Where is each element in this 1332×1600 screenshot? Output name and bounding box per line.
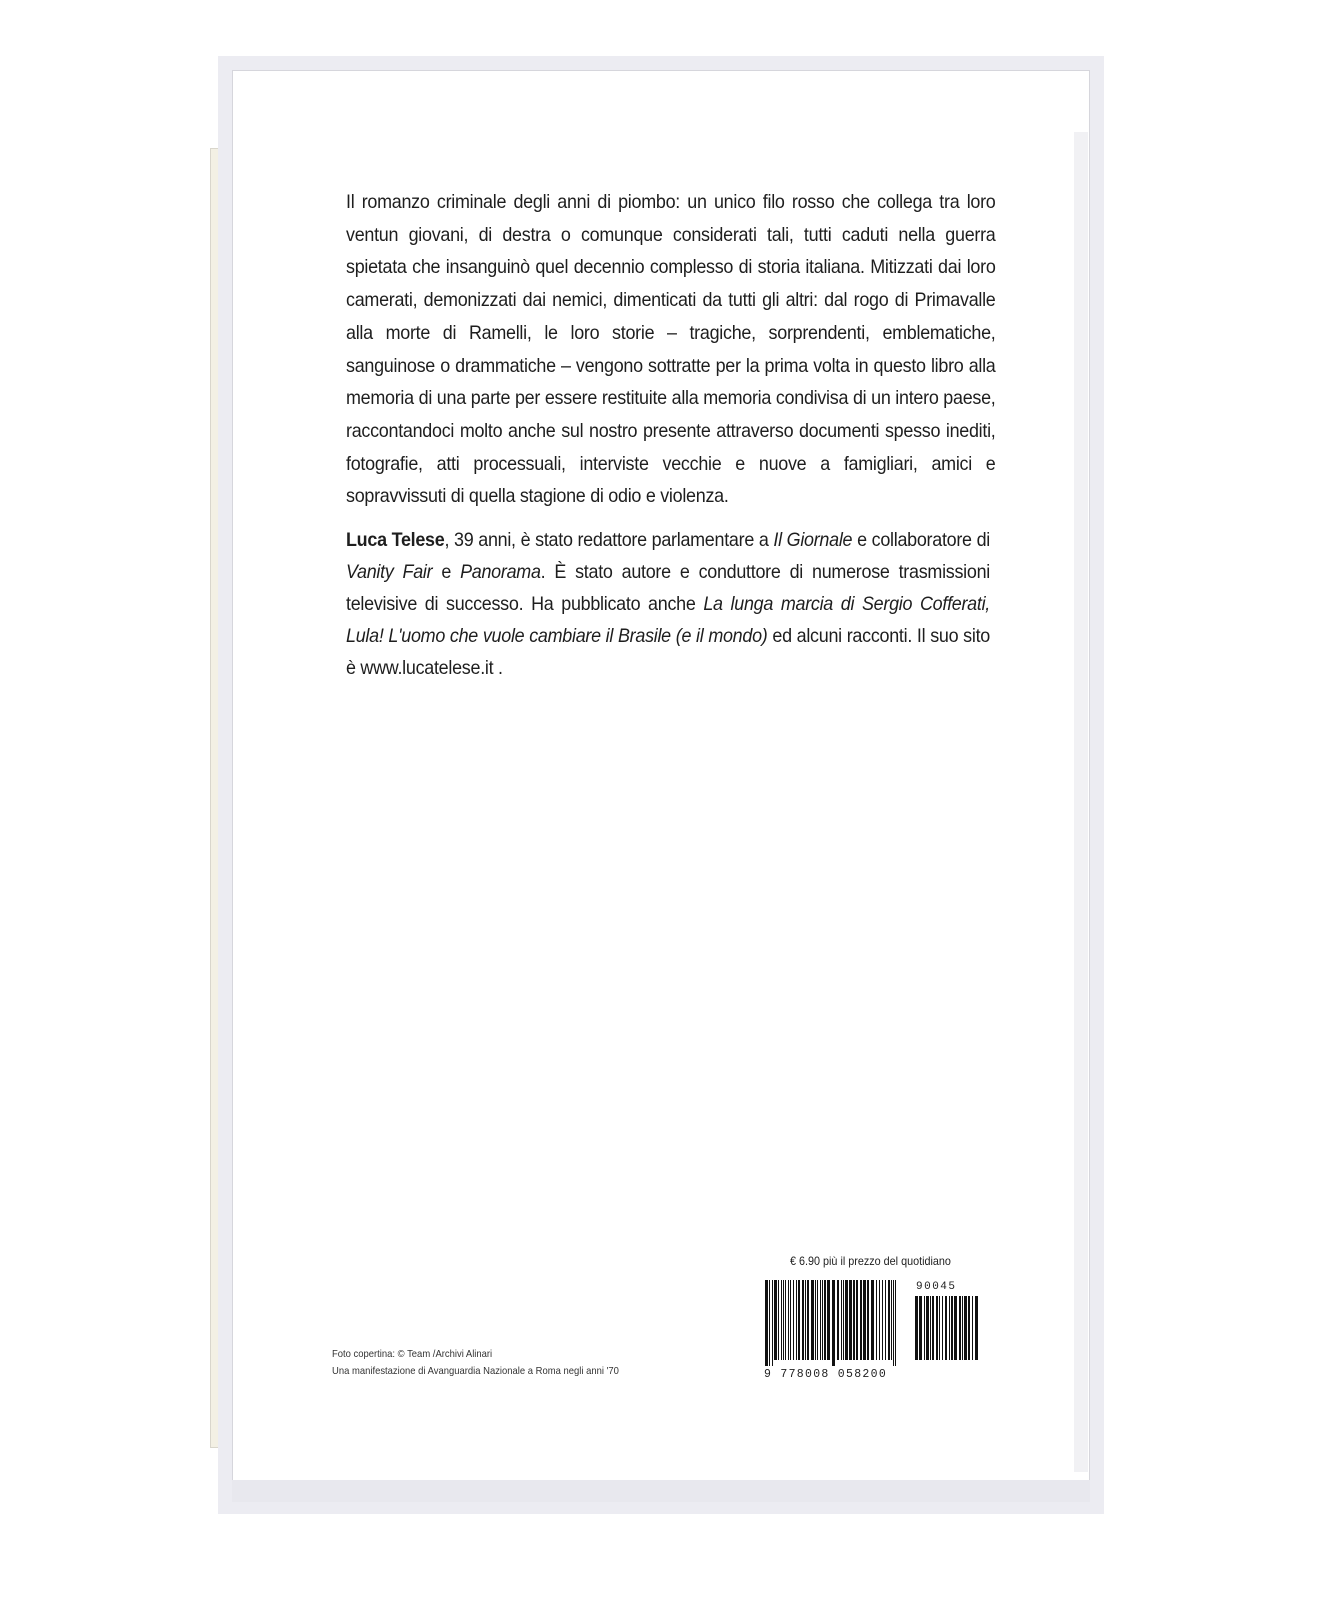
photo-credits [332, 1346, 619, 1380]
barcode-main [764, 1280, 898, 1366]
book-blurb: Il romanzo criminale degli anni di piombo: un unico filo rosso che collega tra loro ventun giovani, di destra o comunque considerati tali, tutti caduti nella guerra spietata che insanguinò quel decennio complesso di storia italiana. Mitizzati dai loro camerati, demonizzati dai nemici, dimenticati da tutti gli altri: dal rogo di Primavalle alla morte di Ramelli, le loro storie – tragiche, sorprendenti, emblematiche, sanguinose o drammatiche – vengono sottratte per la prima volta in questo libro alla memoria di una parte per essere restituite alla memoria condivisa di un intero paese, raccontandoci molto anche sul nostro presente attraverso documenti spesso inediti, fotografie, atti processuali, interviste vecchie e nuove a famigliari, amici e sopravvissuti di quella stagione di odio e violenza. [346, 191, 996, 508]
barcode-addon-digits: 90045 [916, 1281, 957, 1293]
cover-right-edge [1074, 132, 1088, 1472]
price-label: € 6.90 più il prezzo del quotidiano [790, 1254, 951, 1268]
author-bio-italic-2: Vanity Fair [346, 561, 433, 583]
photo-caption-line: Una manifestazione di Avanguardia Nazionale a Roma negli anni '70 [332, 1365, 619, 1377]
author-bio-text-1: , 39 anni, è stato redattore parlamentare a [444, 529, 774, 551]
author-name: Luca Telese [346, 529, 445, 551]
cover-bottom-edge [232, 1480, 1090, 1502]
barcode-main-digits: 9 778008 058200 [764, 1368, 888, 1381]
photo-credit-line: Foto copertina: © Team /Archivi Alinari [332, 1348, 493, 1360]
author-bio-text-4: . È stato autore e conduttore di numerose trasmissioni televisive di successo. Ha pubblicato anche [346, 561, 990, 615]
author-bio [346, 524, 990, 684]
author-bio-italic-3: Panorama [460, 561, 541, 583]
author-bio-italic-1: Il Giornale [773, 529, 853, 551]
barcode-addon [914, 1296, 978, 1366]
author-bio-text-3: e [432, 561, 461, 583]
author-bio-italic-4: La lunga marcia di Sergio Cofferati, Lula! L'uomo che vuole cambiare il Brasile (e il mondo) [346, 593, 990, 647]
author-bio-text-2: e collaboratore di [852, 529, 990, 551]
author-bio-text-5: ed alcuni racconti. Il suo sito è www.lucatelese.it . [346, 625, 990, 679]
